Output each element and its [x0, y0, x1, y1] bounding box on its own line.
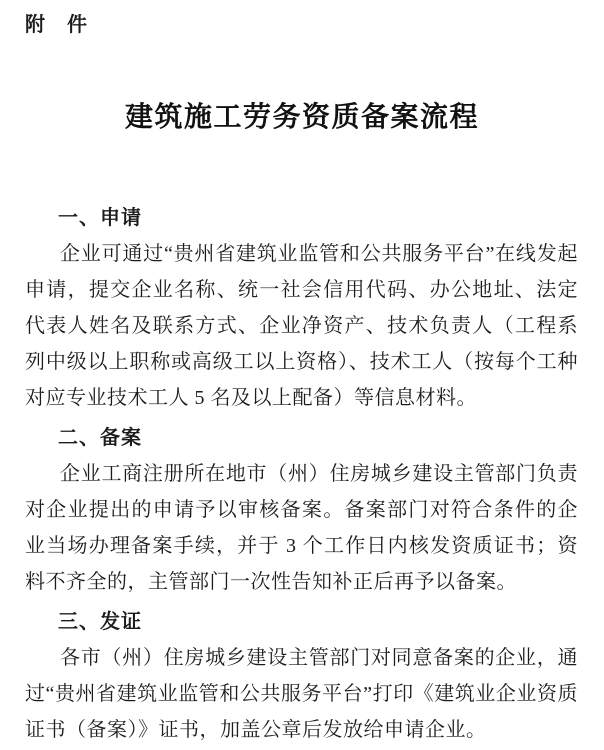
attachment-label: 附 件 [25, 14, 88, 36]
section-heading-filing: 二、备案 [58, 427, 142, 449]
document-title: 建筑施工劳务资质备案流程 [124, 102, 479, 133]
section-heading-application: 一、申请 [58, 207, 142, 229]
document-body [25, 196, 578, 748]
section-paragraph-filing: 企业工商注册所在地市（州）住房城乡建设主管部门负责对企业提出的申请予以审核备案。备案部门对符合条件的企业当场办理备案手续，并于 3 个工作日内核发资质证书；资料不齐全的，主管部门一次性告知补正后再予以备案。 [25, 463, 578, 593]
section-paragraph-certificate: 各市（州）住房城乡建设主管部门对同意备案的企业，通过“贵州省建筑业监管和公共服务平台”打印《建筑业企业资质证书（备案）》证书，加盖公章后发放给申请企业。 [25, 647, 578, 741]
section-heading-certificate: 三、发证 [58, 611, 142, 633]
section-paragraph-application: 企业可通过“贵州省建筑业监管和公共服务平台”在线发起申请，提交企业名称、统一社会信用代码、办公地址、法定代表人姓名及联系方式、企业净资产、技术负责人（工程系列中级以上职称或高级工以上资格）、技术工人（按每个工种对应专业技术工人 5 名及以上配备）等信息材料。 [25, 243, 578, 409]
